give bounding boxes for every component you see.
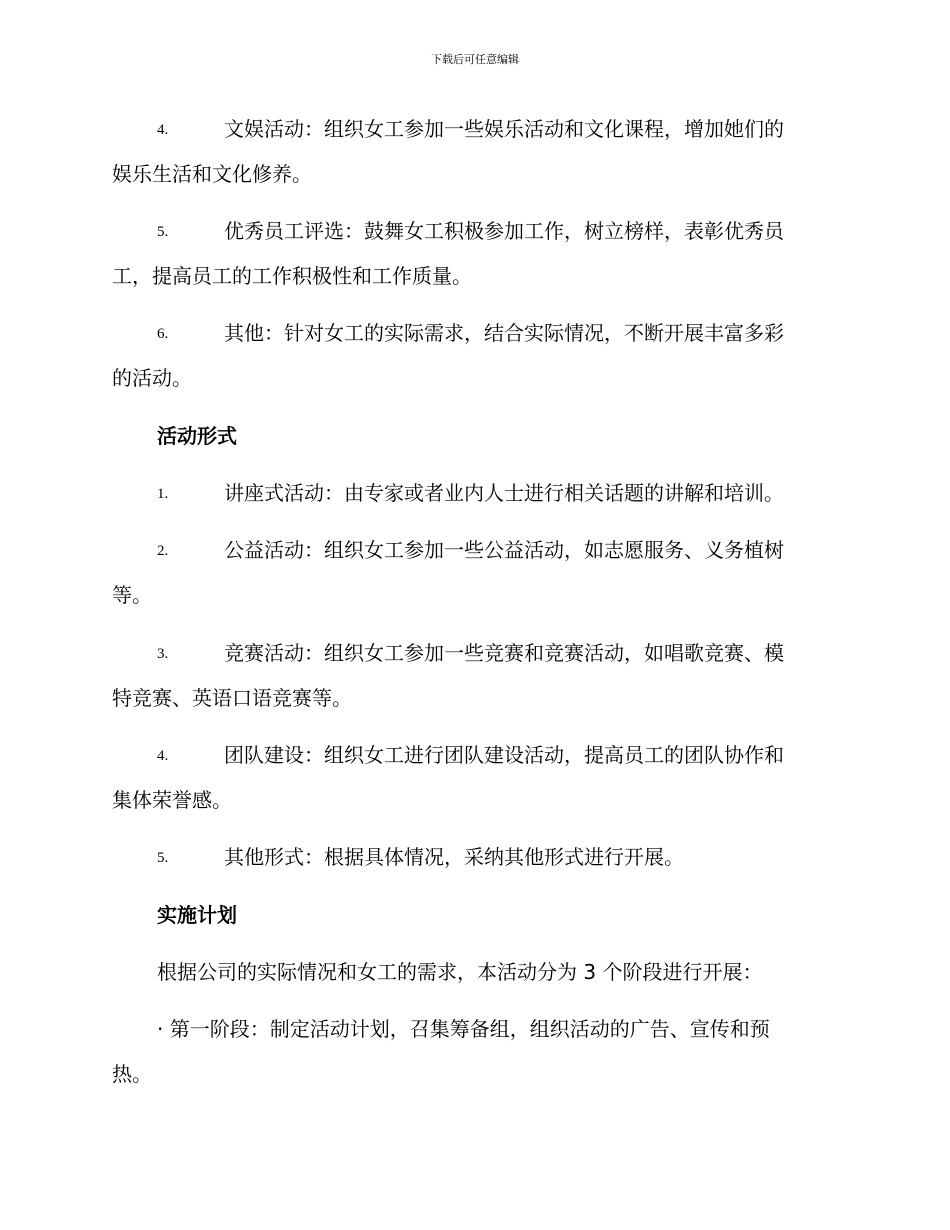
- list-item-number: 4.: [157, 748, 169, 764]
- list-item-number: 4.: [157, 122, 169, 138]
- list-item-text-continued: 工，提高员工的工作积极性和工作质量。: [112, 264, 472, 288]
- list-item-text-continued: 集体荣誉感。: [112, 788, 232, 812]
- list-item-text: 公益活动：组织女工参加一些公益活动，如志愿服务、义务植树: [224, 538, 784, 562]
- list-item-number: 5.: [157, 224, 169, 240]
- list-item-text-continued: 特竞赛、英语口语竞赛等。: [112, 686, 352, 710]
- list-item-number: 5.: [157, 850, 169, 866]
- list-item-text: 讲座式活动：由专家或者业内人士进行相关话题的讲解和培训。: [224, 481, 784, 505]
- list-item-text: 其他形式：根据具体情况，采纳其他形式进行开展。: [224, 845, 684, 869]
- paragraph-intro: 根据公司的实际情况和女工的需求，本活动分为 3 个阶段进行开展：: [157, 960, 763, 984]
- section-heading-implementation-plan: 实施计划: [157, 903, 237, 927]
- page-header: 下载后可任意编辑: [431, 53, 519, 66]
- list-item-number: 1.: [157, 486, 169, 502]
- list-item-text: 优秀员工评选：鼓舞女工积极参加工作，树立榜样，表彰优秀员: [224, 219, 784, 243]
- list-item-number: 6.: [157, 326, 169, 342]
- list-item-text: 其他：针对女工的实际需求，结合实际情况，不断开展丰富多彩: [224, 321, 784, 345]
- list-item-number: 3.: [157, 646, 169, 662]
- list-item-text-continued: 的活动。: [112, 366, 192, 390]
- list-item-text-continued: 等。: [112, 583, 152, 607]
- list-item-number: 2.: [157, 543, 169, 559]
- section-heading-activity-forms: 活动形式: [157, 424, 237, 448]
- list-item-text-continued: 娱乐生活和文化修养。: [112, 162, 312, 186]
- list-item-text: 团队建设：组织女工进行团队建设活动，提高员工的团队协作和: [224, 743, 784, 767]
- bullet-item-text: · 第一阶段：制定活动计划，召集筹备组，组织活动的广告、宣传和预: [157, 1017, 770, 1041]
- bullet-item-text-continued: 热。: [112, 1062, 152, 1086]
- list-item-text: 文娱活动：组织女工参加一些娱乐活动和文化课程，增加她们的: [224, 117, 784, 141]
- list-item-text: 竞赛活动：组织女工参加一些竞赛和竞赛活动，如唱歌竞赛、模: [224, 641, 784, 665]
